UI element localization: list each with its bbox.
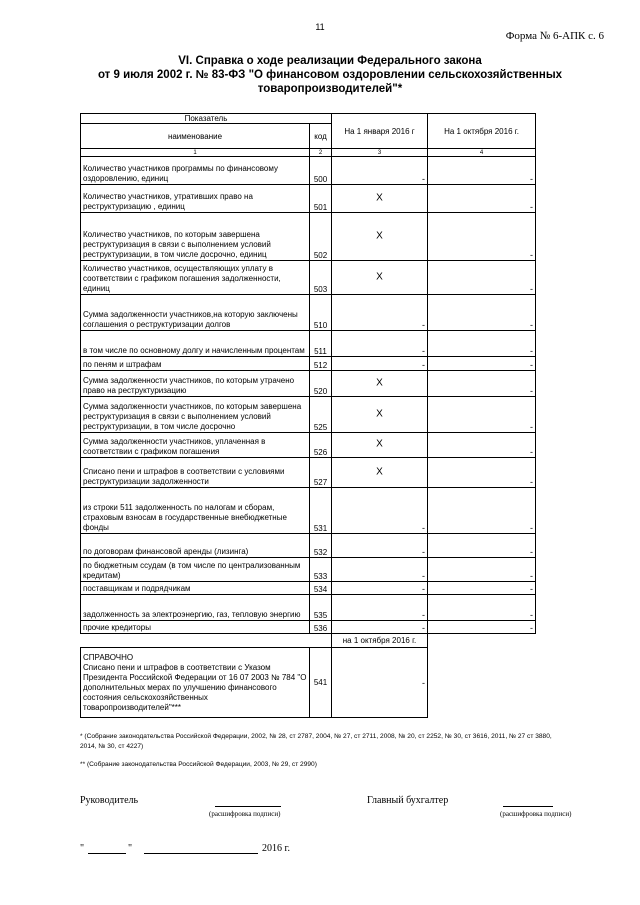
table-row [81, 458, 536, 488]
row-code: 510 [310, 295, 332, 331]
table-row [81, 621, 536, 634]
column-number: 4 [428, 149, 536, 157]
row-name: в том числе по основному долгу и начисленным процентам [81, 331, 310, 357]
reference-row [81, 648, 536, 718]
row-value-oct: - [530, 623, 533, 633]
table-row [81, 371, 536, 397]
title-line-2: от 9 июля 2002 г. № 83-ФЗ "О финансовом оздоровлении сельскохозяйственных [97, 69, 563, 81]
table-row [81, 331, 536, 357]
row-value-jan: X [376, 407, 383, 419]
row-value-oct: - [530, 250, 533, 260]
row-name: Сумма задолженности участников, уплаченная в соответствии с графиком погашения [81, 433, 310, 458]
table-row [81, 295, 536, 331]
head-signature-label: Руководитель [80, 795, 139, 806]
row-code: 536 [310, 621, 332, 634]
reference-label: СПРАВОЧНО [83, 652, 134, 662]
row-value-oct: - [530, 202, 533, 212]
date-open-quote: " [80, 843, 85, 854]
row-name: Количество участников, по которым завершена реструктуризация в связи с выполнением условий реструктуризации, в том числе досрочно, единиц [81, 213, 310, 261]
row-value-oct: - [530, 477, 533, 487]
row-value-oct: - [530, 360, 533, 370]
head-signature-caption: (расшифровка подписи) [209, 810, 281, 818]
table-row [81, 185, 536, 213]
table-row [81, 157, 536, 185]
table-row [81, 558, 536, 582]
row-name: Количество участников, осуществляющих уплату в соответствии с графиком погашения задолженности, единиц [81, 261, 310, 295]
row-code: 525 [310, 397, 332, 433]
row-code: 535 [310, 595, 332, 621]
accountant-signature-label: Главный бухгалтер [367, 795, 449, 806]
accountant-signature-line [503, 806, 553, 807]
row-value-oct: - [530, 320, 533, 330]
table-row [81, 582, 536, 595]
column-number: 1 [81, 149, 310, 157]
row-name: задолженность за электроэнергию, газ, тепловую энергию [81, 595, 310, 621]
row-name: Количество участников, утративших право на реструктуризацию , единиц [81, 185, 310, 213]
row-code: 501 [310, 185, 332, 213]
row-value-oct: - [530, 386, 533, 396]
row-name: Сумма задолженности участников,на которую заключены соглашения о реструктуризации долгов [81, 295, 310, 331]
row-value-jan: X [376, 465, 383, 477]
reference-name: Списано пени и штрафов в соответствии с Указом Президента Российской Федерации от 16 07 2003 № 784 "О дополнительных мерах по улучшению финансового состояния сельскохозяйственных товаропроизводителей"*** [83, 662, 307, 712]
table-row [81, 261, 536, 295]
column-number: 2 [310, 149, 332, 157]
table-row [81, 213, 536, 261]
column-number: 3 [332, 149, 428, 157]
table-row [81, 433, 536, 458]
row-value-jan: - [422, 320, 425, 330]
row-name: прочие кредиторы [81, 621, 310, 634]
row-name: по бюджетным ссудам (в том числе по централизованным кредитам) [81, 558, 310, 582]
row-value-jan: X [376, 438, 383, 450]
row-value-jan: - [422, 346, 425, 356]
date-month-line [144, 853, 258, 854]
reference-code: 541 [310, 648, 332, 718]
footnote-1: * (Собрание законодательства Российской Федерации, 2002, № 28, ст 2787, 2004, № 27, ст 2711, 2008, № 20, ст 2252, № 30, ст 3616, 2011, № 27 ст 3880, 2014, № 30, ст 4227) [80, 733, 552, 750]
row-code: 511 [310, 331, 332, 357]
row-name: по пеням и штрафам [81, 357, 310, 371]
row-code: 533 [310, 558, 332, 582]
row-name: Списано пени и штрафов в соответствии с условиями реструктуризации задолженности [81, 458, 310, 488]
row-name: по договорам финансовой аренды (лизинга) [81, 534, 310, 558]
row-value-jan: - [422, 623, 425, 633]
row-code: 532 [310, 534, 332, 558]
row-value-jan: X [376, 229, 383, 241]
row-name: поставщикам и подрядчикам [81, 582, 310, 595]
row-value-oct: - [530, 571, 533, 581]
table-row [81, 488, 536, 534]
row-value-oct: - [530, 584, 533, 594]
row-value-oct: - [530, 547, 533, 557]
row-value-jan: - [422, 571, 425, 581]
row-code: 526 [310, 433, 332, 458]
date-year: 2016 г. [262, 843, 290, 854]
table-row [81, 595, 536, 621]
code-header: код [310, 124, 332, 149]
row-code: 502 [310, 213, 332, 261]
table-row [81, 397, 536, 433]
row-name: Сумма задолженности участников, по которым утрачено право на реструктуризацию [81, 371, 310, 397]
row-code: 531 [310, 488, 332, 534]
col-oct-header: На 1 октября 2016 г. [428, 114, 536, 149]
row-value-oct: - [530, 447, 533, 457]
footnote-2: ** (Собрание законодательства Российской Федерации, 2003, № 29, ст 2990) [80, 761, 317, 768]
title-line-3: товаропроизводителей"* [257, 83, 403, 95]
row-code: 520 [310, 371, 332, 397]
row-value-jan: X [376, 191, 383, 203]
table-row [81, 357, 536, 371]
row-name: из строки 511 задолженность по налогам и сборам, страховым взносам в государственные внебюджетные фонды [81, 488, 310, 534]
ref-column-header: на 1 октября 2016 г. [332, 634, 428, 648]
row-value-oct: - [530, 610, 533, 620]
date-day-line [88, 853, 126, 854]
row-value-oct: - [530, 523, 533, 533]
title-line-1: VI. Справка о ходе реализации Федерального закона [178, 55, 482, 67]
row-value-jan: X [376, 270, 383, 282]
footnotes [80, 732, 560, 778]
row-value-oct: - [530, 174, 533, 184]
row-value-jan: - [422, 174, 425, 184]
form-number: Форма № 6-АПК с. 6 [505, 30, 604, 42]
page-number: 11 [315, 22, 325, 32]
row-name: Сумма задолженности участников, по которым завершена реструктуризация в связи с выполнением условий реструктуризации, в том числе досрочно [81, 397, 310, 433]
row-value-oct: - [530, 346, 533, 356]
indicator-header: Показатель [81, 114, 332, 124]
document-title [80, 54, 580, 96]
row-name: Количество участников программы по финансовому оздоровлению, единиц [81, 157, 310, 185]
row-code: 512 [310, 357, 332, 371]
row-value-jan: - [422, 610, 425, 620]
row-value-oct: - [530, 284, 533, 294]
report-table [80, 113, 536, 718]
row-value-jan: - [422, 523, 425, 533]
row-code: 503 [310, 261, 332, 295]
row-value-jan: - [422, 584, 425, 594]
accountant-signature-caption: (расшифровка подписи) [500, 810, 572, 818]
col-jan-header: На 1 января 2016 г [332, 114, 428, 149]
row-value-jan: X [376, 376, 383, 388]
row-code: 500 [310, 157, 332, 185]
table-row [81, 534, 536, 558]
row-value-jan: - [422, 547, 425, 557]
head-signature-line [215, 806, 281, 807]
name-header: наименование [81, 124, 310, 149]
row-code: 534 [310, 582, 332, 595]
date-close-quote: " [128, 843, 133, 854]
row-value-jan: - [422, 360, 425, 370]
row-code: 527 [310, 458, 332, 488]
row-value-oct: - [530, 422, 533, 432]
reference-value: - [422, 677, 425, 688]
